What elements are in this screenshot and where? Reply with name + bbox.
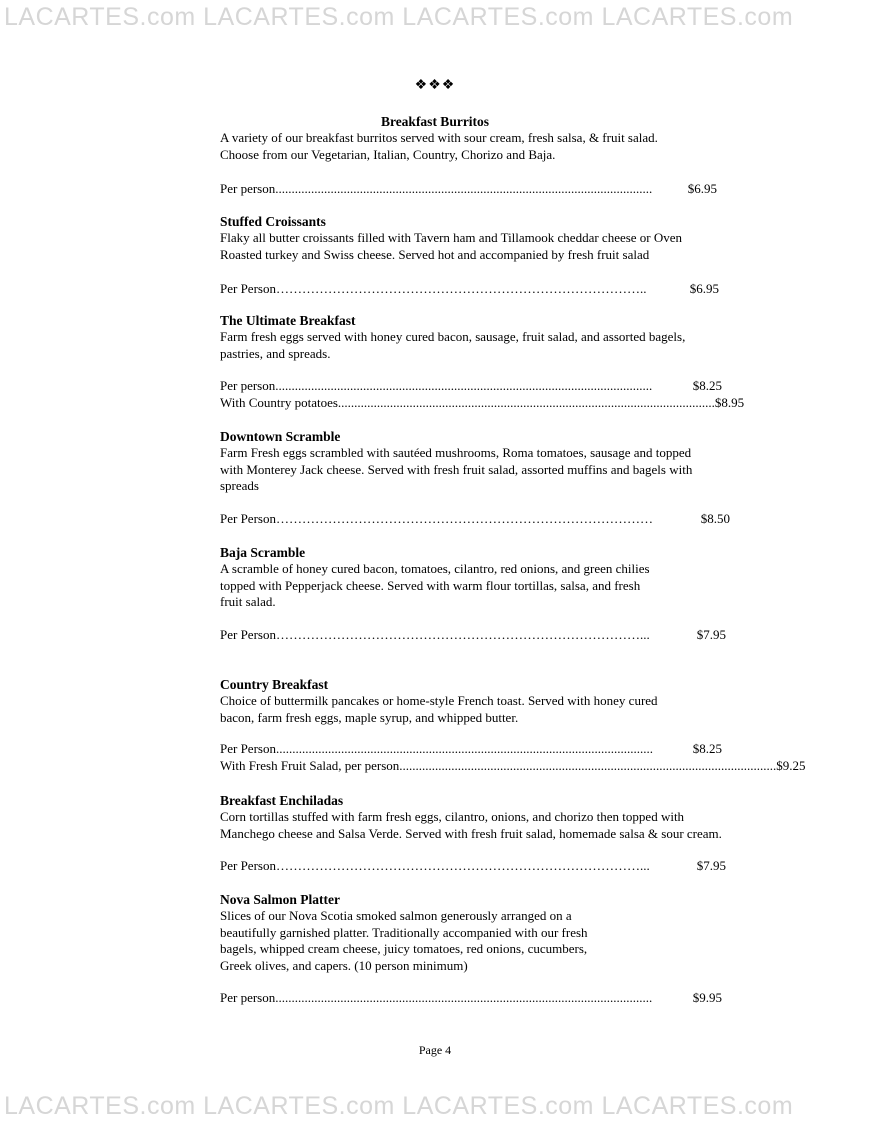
dot-leader: .................................................................................................................... xyxy=(275,378,653,393)
description-line: Greek olives, and capers. (10 person minimum) xyxy=(220,957,468,973)
item-title: Country Breakfast xyxy=(220,677,329,692)
dot-leader: .................................................................................................................... xyxy=(399,757,777,773)
price-label: Per person xyxy=(220,378,276,393)
description-line: Flaky all butter croissants filled with Tavern ham and Tillamook cheddar cheese or Oven xyxy=(220,230,683,245)
menu-item-downtown-scramble xyxy=(220,428,790,527)
menu-item-breakfast-enchiladas xyxy=(220,792,790,875)
description-line: pastries, and spreads. xyxy=(220,345,331,361)
dot-leader: ………………………………………………………………………….. xyxy=(275,281,647,296)
description-line: Roasted turkey and Swiss cheese. Served hot and accompanied by fresh fruit salad xyxy=(220,246,650,262)
price-row xyxy=(220,181,717,198)
dot-leader: …………………………………………………………………………… xyxy=(275,510,653,526)
menu-item-nova-salmon-platter xyxy=(220,891,790,1007)
price-amount: $8.50 xyxy=(700,510,730,526)
item-description xyxy=(220,329,790,362)
description-line: Manchego cheese and Salsa Verde. Served with fresh fruit salad, homemade salsa & sour cream. xyxy=(220,825,722,841)
item-description xyxy=(220,809,790,842)
description-line: A variety of our breakfast burritos served with sour cream, fresh salsa, & fruit salad. xyxy=(220,130,658,145)
price-label: Per Person xyxy=(220,858,276,873)
description-line: bagels, whipped cream cheese, juicy tomatoes, red onions, cucumbers, xyxy=(220,941,588,956)
description-line: Choose from our Vegetarian, Italian, Country, Chorizo and Baja. xyxy=(220,146,556,162)
item-title: Downtown Scramble xyxy=(220,429,341,444)
price-amount: $8.25 xyxy=(692,741,722,756)
price-row xyxy=(220,394,745,412)
item-title: Breakfast Enchiladas xyxy=(220,793,344,808)
menu-item-country-breakfast xyxy=(220,676,806,774)
description-line: spreads xyxy=(220,478,259,493)
item-title: Baja Scramble xyxy=(220,545,306,560)
watermark-top: LACARTES.com LACARTES.com LACARTES.com LACARTES.com xyxy=(4,3,794,31)
item-title: Breakfast Burritos xyxy=(380,114,490,129)
description-line: A scramble of honey cured bacon, tomatoes, cilantro, red onions, and green chilies xyxy=(220,561,650,576)
price-amount: $8.95 xyxy=(714,394,745,410)
description-line: topped with Pepperjack cheese. Served with warm flour tortillas, salsa, and fresh xyxy=(220,577,641,593)
item-description xyxy=(220,445,790,495)
description-line: Corn tortillas stuffed with farm fresh eggs, cilantro, onions, and chorizo then topped with xyxy=(220,809,685,824)
price-row xyxy=(220,281,719,298)
price-amount: $6.95 xyxy=(689,281,719,296)
price-row xyxy=(220,378,722,395)
price-label: Per Person xyxy=(220,626,276,642)
ornament-divider: ❖❖❖ xyxy=(414,78,456,93)
menu-item-stuffed-croissants xyxy=(220,213,790,298)
description-line: Farm fresh eggs served with honey cured bacon, sausage, fruit salad, and assorted bagels, xyxy=(220,329,686,344)
price-amount: $8.25 xyxy=(692,378,722,393)
price-amount: $7.95 xyxy=(696,626,726,642)
description-line: bacon, farm fresh eggs, maple syrup, and whipped butter. xyxy=(220,709,519,725)
price-amount: $9.25 xyxy=(776,757,806,773)
dot-leader: …………………………………………………………………………... xyxy=(275,858,650,873)
item-description xyxy=(220,130,790,163)
price-label: Per Person xyxy=(220,510,276,526)
description-line: Slices of our Nova Scotia smoked salmon generously arranged on a xyxy=(220,908,572,923)
price-label: With Country potatoes xyxy=(220,394,338,410)
price-row xyxy=(220,757,806,775)
price-label: Per person xyxy=(220,990,276,1005)
price-label: Per Person xyxy=(220,741,276,756)
description-line: with Monterey Jack cheese. Served with fresh fruit salad, assorted muffins and bagels with xyxy=(220,461,693,477)
price-label: Per person xyxy=(220,181,276,196)
watermark-bottom: LACARTES.com LACARTES.com LACARTES.com LACARTES.com xyxy=(4,1092,794,1120)
item-title: The Ultimate Breakfast xyxy=(220,313,356,328)
price-label: Per Person xyxy=(220,281,276,296)
item-description xyxy=(220,561,790,611)
item-description xyxy=(220,908,790,974)
page-number: Page 4 xyxy=(418,1043,452,1057)
price-row xyxy=(220,990,722,1007)
dot-leader: .................................................................................................................... xyxy=(275,741,653,756)
price-row xyxy=(220,741,722,758)
price-row xyxy=(220,511,730,528)
description-line: beautifully garnished platter. Traditionally accompanied with our fresh xyxy=(220,924,588,940)
price-row xyxy=(220,858,726,875)
dot-leader: .................................................................................................................... xyxy=(275,181,653,196)
description-line: fruit salad. xyxy=(220,594,276,609)
price-amount: $9.95 xyxy=(692,990,722,1005)
item-description xyxy=(220,693,790,726)
price-label: With Fresh Fruit Salad, per person xyxy=(220,757,400,773)
dot-leader: …………………………………………………………………………... xyxy=(275,626,650,642)
dot-leader: .................................................................................................................... xyxy=(337,394,715,410)
menu-item-baja-scramble xyxy=(220,544,790,643)
price-amount: $6.95 xyxy=(687,181,717,196)
item-title: Nova Salmon Platter xyxy=(220,892,340,907)
menu-item-breakfast-burritos xyxy=(220,113,790,198)
price-amount: $7.95 xyxy=(696,858,726,873)
item-title: Stuffed Croissants xyxy=(220,214,326,229)
description-line: Farm Fresh eggs scrambled with sautéed mushrooms, Roma tomatoes, sausage and topped xyxy=(220,445,692,460)
price-row xyxy=(220,627,726,644)
dot-leader: .................................................................................................................... xyxy=(275,990,653,1005)
description-line: Choice of buttermilk pancakes or home-style French toast. Served with honey cured xyxy=(220,693,658,708)
menu-item-ultimate-breakfast xyxy=(220,312,790,411)
item-description xyxy=(220,230,790,263)
